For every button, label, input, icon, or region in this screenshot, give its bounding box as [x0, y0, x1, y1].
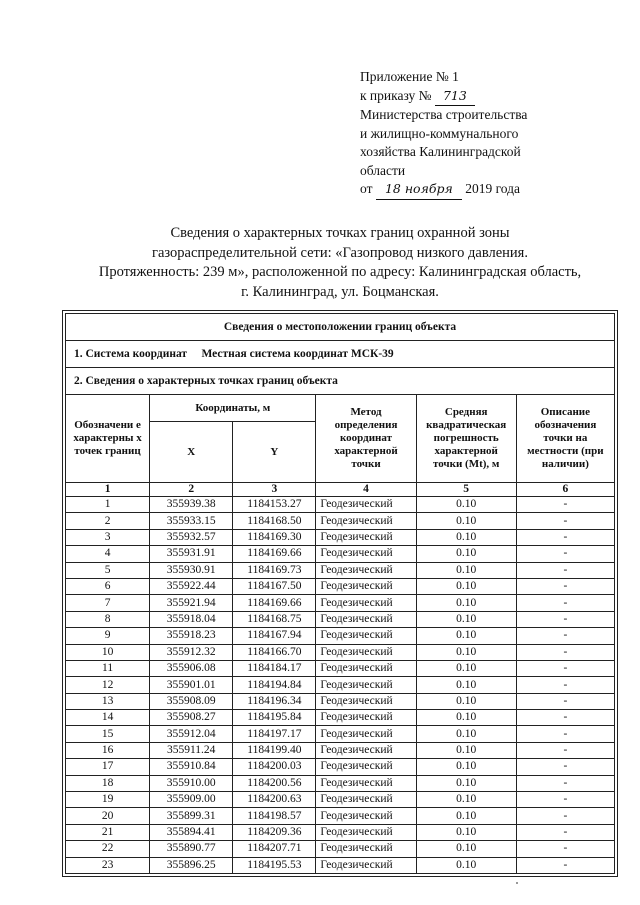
- x-coordinate: 355931.91: [150, 546, 233, 562]
- ministry-line-3: хозяйства Калининградской: [360, 144, 521, 159]
- table-row: [66, 497, 615, 513]
- accuracy: 0.10: [416, 660, 516, 676]
- method: Геодезический: [316, 611, 416, 627]
- method: Геодезический: [316, 497, 416, 513]
- x-coordinate: 355908.09: [150, 693, 233, 709]
- x-coordinate: 355933.15: [150, 513, 233, 529]
- x-coordinate: 355899.31: [150, 808, 233, 824]
- scan-speck: [516, 882, 518, 884]
- method: Геодезический: [316, 693, 416, 709]
- x-coordinate: 355908.27: [150, 710, 233, 726]
- y-coordinate: 1184196.34: [233, 693, 316, 709]
- y-coordinate: 1184169.73: [233, 562, 316, 578]
- point-number: 19: [66, 792, 150, 808]
- point-number: 4: [66, 546, 150, 562]
- boundary-table: [65, 313, 615, 874]
- table-row: [66, 529, 615, 545]
- date-handwritten: 18 ноября: [376, 180, 462, 200]
- accuracy: 0.10: [416, 628, 516, 644]
- accuracy: 0.10: [416, 726, 516, 742]
- ministry-line-1: Министерства строительства: [360, 107, 528, 122]
- col-number: 4: [316, 483, 416, 497]
- point-number: 8: [66, 611, 150, 627]
- point-number: 12: [66, 677, 150, 693]
- table-row: [66, 546, 615, 562]
- points-section-header: 2. Сведения о характерных точках границ объекта: [66, 368, 615, 395]
- order-number-handwritten: 713: [435, 87, 475, 107]
- y-coordinate: 1184166.70: [233, 644, 316, 660]
- y-coordinate: 1184195.84: [233, 710, 316, 726]
- y-coordinate: 1184169.66: [233, 546, 316, 562]
- section-header: Сведения о местоположении границ объекта: [66, 314, 615, 341]
- point-number: 11: [66, 660, 150, 676]
- y-coordinate: 1184153.27: [233, 497, 316, 513]
- table-row: [66, 562, 615, 578]
- y-coordinate: 1184199.40: [233, 742, 316, 758]
- description: -: [516, 497, 614, 513]
- description: -: [516, 824, 614, 840]
- col-number: 5: [416, 483, 516, 497]
- description: -: [516, 742, 614, 758]
- point-number: 3: [66, 529, 150, 545]
- method: Геодезический: [316, 759, 416, 775]
- description: -: [516, 857, 614, 873]
- method: Геодезический: [316, 710, 416, 726]
- description: -: [516, 660, 614, 676]
- description: -: [516, 792, 614, 808]
- y-coordinate: 1184184.17: [233, 660, 316, 676]
- point-number: 22: [66, 841, 150, 857]
- col-description-header: Описание обозначения точки на местности (при наличии): [516, 395, 614, 483]
- method: Геодезический: [316, 578, 416, 594]
- y-coordinate: 1184194.84: [233, 677, 316, 693]
- method: Геодезический: [316, 562, 416, 578]
- point-number: 17: [66, 759, 150, 775]
- x-coordinate: 355912.32: [150, 644, 233, 660]
- coord-system-label: 1. Система координат: [74, 347, 188, 360]
- method: Геодезический: [316, 677, 416, 693]
- x-coordinate: 355894.41: [150, 824, 233, 840]
- y-coordinate: 1184200.03: [233, 759, 316, 775]
- point-number: 14: [66, 710, 150, 726]
- table-row: [66, 824, 615, 840]
- y-coordinate: 1184197.17: [233, 726, 316, 742]
- description: -: [516, 529, 614, 545]
- accuracy: 0.10: [416, 513, 516, 529]
- x-coordinate: 355896.25: [150, 857, 233, 873]
- x-coordinate: 355906.08: [150, 660, 233, 676]
- y-coordinate: 1184195.53: [233, 857, 316, 873]
- method: Геодезический: [316, 841, 416, 857]
- y-coordinate: 1184209.36: [233, 824, 316, 840]
- col-x-header: X: [150, 422, 233, 483]
- table-row: [66, 611, 615, 627]
- ministry-line-2: и жилищно-коммунального: [360, 125, 519, 141]
- table-row: [66, 660, 615, 676]
- table-row: [66, 677, 615, 693]
- date-line: [360, 180, 590, 200]
- accuracy: 0.10: [416, 759, 516, 775]
- description: -: [516, 759, 614, 775]
- col-number: 2: [150, 483, 233, 497]
- accuracy: 0.10: [416, 841, 516, 857]
- accuracy: 0.10: [416, 693, 516, 709]
- x-coordinate: 355910.00: [150, 775, 233, 791]
- x-coordinate: 355901.01: [150, 677, 233, 693]
- method: Геодезический: [316, 775, 416, 791]
- point-number: 13: [66, 693, 150, 709]
- method: Геодезический: [316, 726, 416, 742]
- accuracy: 0.10: [416, 824, 516, 840]
- date-suffix: 2019 года: [465, 181, 521, 196]
- accuracy: 0.10: [416, 595, 516, 611]
- method: Геодезический: [316, 644, 416, 660]
- accuracy: 0.10: [416, 562, 516, 578]
- point-number: 5: [66, 562, 150, 578]
- description: -: [516, 628, 614, 644]
- col-coords-header: Координаты, м: [150, 395, 316, 422]
- col-accuracy-header: Средняя квадратическая погрешность характерной точки (Mt), м: [416, 395, 516, 483]
- table-row: [66, 857, 615, 873]
- method: Геодезический: [316, 824, 416, 840]
- description: -: [516, 726, 614, 742]
- order-line: [360, 87, 590, 107]
- x-coordinate: 355939.38: [150, 497, 233, 513]
- y-coordinate: 1184167.50: [233, 578, 316, 594]
- method: Геодезический: [316, 513, 416, 529]
- point-number: 23: [66, 857, 150, 873]
- description: -: [516, 808, 614, 824]
- method: Геодезический: [316, 792, 416, 808]
- accuracy: 0.10: [416, 611, 516, 627]
- y-coordinate: 1184207.71: [233, 841, 316, 857]
- accuracy: 0.10: [416, 578, 516, 594]
- point-number: 1: [66, 497, 150, 513]
- y-coordinate: 1184198.57: [233, 808, 316, 824]
- col-number: 6: [516, 483, 614, 497]
- col-number: 3: [233, 483, 316, 497]
- description: -: [516, 677, 614, 693]
- point-number: 18: [66, 775, 150, 791]
- table-row: [66, 726, 615, 742]
- y-coordinate: 1184168.75: [233, 611, 316, 627]
- col-point-header: Обозначени е характерны х точек границ: [66, 395, 150, 483]
- accuracy: 0.10: [416, 808, 516, 824]
- description: -: [516, 841, 614, 857]
- method: Геодезический: [316, 857, 416, 873]
- x-coordinate: 355890.77: [150, 841, 233, 857]
- ministry-line-4: области: [360, 162, 406, 178]
- accuracy: 0.10: [416, 775, 516, 791]
- y-coordinate: 1184167.94: [233, 628, 316, 644]
- method: Геодезический: [316, 628, 416, 644]
- x-coordinate: 355911.24: [150, 742, 233, 758]
- boundary-table-frame: [62, 310, 618, 877]
- description: -: [516, 546, 614, 562]
- method: Геодезический: [316, 742, 416, 758]
- title-line-2: газораспределительной сети: «Газопровод низкого давления.: [152, 244, 528, 261]
- y-coordinate: 1184200.63: [233, 792, 316, 808]
- document-title: [60, 224, 620, 302]
- x-coordinate: 355909.00: [150, 792, 233, 808]
- table-row: [66, 742, 615, 758]
- x-coordinate: 355930.91: [150, 562, 233, 578]
- description: -: [516, 611, 614, 627]
- y-coordinate: 1184200.56: [233, 775, 316, 791]
- y-coordinate: 1184169.30: [233, 529, 316, 545]
- point-number: 6: [66, 578, 150, 594]
- description: -: [516, 578, 614, 594]
- x-coordinate: 355910.84: [150, 759, 233, 775]
- method: Геодезический: [316, 660, 416, 676]
- x-coordinate: 355921.94: [150, 595, 233, 611]
- accuracy: 0.10: [416, 857, 516, 873]
- point-number: 15: [66, 726, 150, 742]
- y-coordinate: 1184169.66: [233, 595, 316, 611]
- x-coordinate: 355918.04: [150, 611, 233, 627]
- title-line-1: Сведения о характерных точках границ охранной зоны: [170, 225, 510, 241]
- coord-system-row: [66, 341, 615, 368]
- col-y-header: Y: [233, 422, 316, 483]
- table-row: [66, 841, 615, 857]
- description: -: [516, 775, 614, 791]
- table-row: [66, 595, 615, 611]
- accuracy: 0.10: [416, 529, 516, 545]
- appendix-title: Приложение № 1: [360, 69, 459, 84]
- accuracy: 0.10: [416, 497, 516, 513]
- accuracy: 0.10: [416, 644, 516, 660]
- appendix-block: [360, 68, 590, 200]
- description: -: [516, 644, 614, 660]
- table-row: [66, 693, 615, 709]
- y-coordinate: 1184168.50: [233, 513, 316, 529]
- x-coordinate: 355932.57: [150, 529, 233, 545]
- table-row: [66, 775, 615, 791]
- accuracy: 0.10: [416, 742, 516, 758]
- point-number: 21: [66, 824, 150, 840]
- point-number: 7: [66, 595, 150, 611]
- table-row: [66, 808, 615, 824]
- x-coordinate: 355912.04: [150, 726, 233, 742]
- description: -: [516, 513, 614, 529]
- col-method-header: Метод определения координат характерной точки: [316, 395, 416, 483]
- table-row: [66, 644, 615, 660]
- accuracy: 0.10: [416, 677, 516, 693]
- x-coordinate: 355918.23: [150, 628, 233, 644]
- col-number: 1: [66, 483, 150, 497]
- table-row: [66, 792, 615, 808]
- accuracy: 0.10: [416, 792, 516, 808]
- accuracy: 0.10: [416, 710, 516, 726]
- method: Геодезический: [316, 808, 416, 824]
- table-row: [66, 578, 615, 594]
- title-line-4: г. Калининград, ул. Боцманская.: [241, 283, 439, 300]
- order-prefix: к приказу №: [360, 87, 432, 103]
- description: -: [516, 710, 614, 726]
- method: Геодезический: [316, 595, 416, 611]
- point-number: 20: [66, 808, 150, 824]
- x-coordinate: 355922.44: [150, 578, 233, 594]
- table-row: [66, 513, 615, 529]
- accuracy: 0.10: [416, 546, 516, 562]
- description: -: [516, 595, 614, 611]
- point-number: 9: [66, 628, 150, 644]
- table-row: [66, 759, 615, 775]
- point-number: 2: [66, 513, 150, 529]
- description: -: [516, 562, 614, 578]
- title-line-3: Протяженность: 239 м», расположенной по адресу: Калининградская область,: [98, 264, 582, 280]
- table-row: [66, 628, 615, 644]
- coord-system-value: Местная система координат МСК-39: [201, 347, 394, 360]
- point-number: 16: [66, 742, 150, 758]
- method: Геодезический: [316, 546, 416, 562]
- point-number: 10: [66, 644, 150, 660]
- method: Геодезический: [316, 529, 416, 545]
- table-row: [66, 710, 615, 726]
- description: -: [516, 693, 614, 709]
- date-prefix: от: [360, 181, 373, 196]
